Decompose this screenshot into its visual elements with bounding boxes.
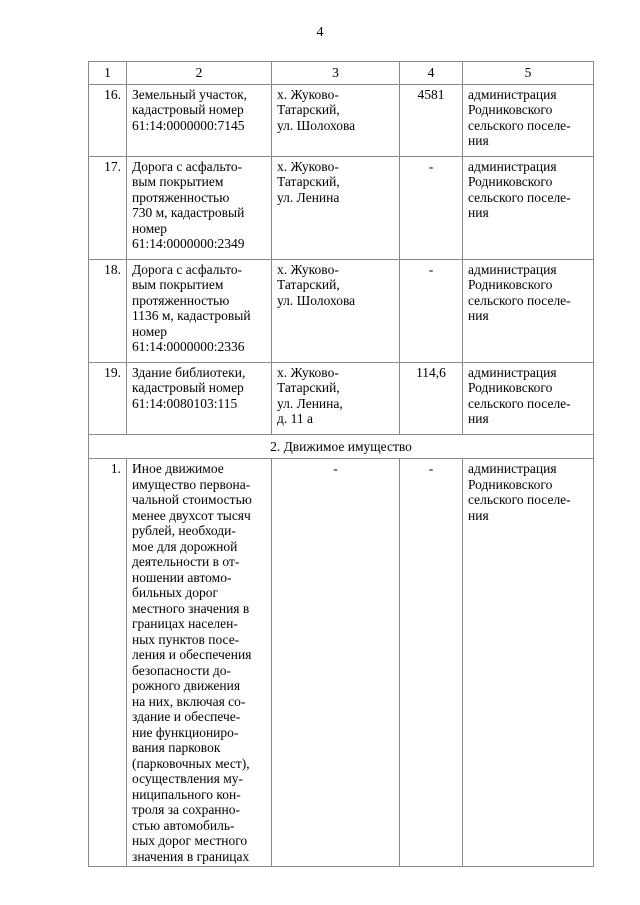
property-name: Дорога с асфальто- вым покрытием протяженностью 1136 м, кадастровый номер 61:14:0000000:2336	[127, 259, 272, 362]
property-area: -	[400, 156, 463, 259]
property-address: -	[272, 459, 400, 867]
property-address: х. Жуково- Татарский, ул. Ленина	[272, 156, 400, 259]
property-address: х. Жуково- Татарский, ул. Шолохова	[272, 259, 400, 362]
table-row	[89, 156, 594, 259]
property-area: -	[400, 259, 463, 362]
property-area: 4581	[400, 84, 463, 156]
row-number: 1.	[89, 459, 127, 867]
property-name: Здание библиотеки, кадастровый номер 61:14:0080103:115	[127, 362, 272, 434]
section-title: 2. Движимое имущество	[89, 434, 594, 459]
column-header-1: 1	[89, 62, 127, 85]
property-area: -	[400, 459, 463, 867]
column-header-5: 5	[463, 62, 594, 85]
property-name: Дорога с асфальто- вым покрытием протяженностью 730 м, кадастровый номер 61:14:0000000:2349	[127, 156, 272, 259]
property-name: Иное движимое имущество первона- чальной стоимостью менее двухсот тысяч рублей, необходи- мое для дорожной деятельности в от- ношении автомо- бильных дорог местного значения в границах населен- ных пунктов посе- ления и обеспечения безопасности до- рожного движения на них, включая со- здание и обеспече- ние функциониро- вания парковок (парковочных мест), осуществления му- ниципального кон- троля за сохранно- стью автомобиль- ных дорог местного значения в границах	[127, 459, 272, 867]
property-holder: администрация Родниковского сельского поселе- ния	[463, 84, 594, 156]
section-row	[89, 434, 594, 459]
column-header-4: 4	[400, 62, 463, 85]
property-holder: администрация Родниковского сельского поселе- ния	[463, 156, 594, 259]
property-holder: администрация Родниковского сельского поселе- ния	[463, 459, 594, 867]
property-holder: администрация Родниковского сельского поселе- ния	[463, 362, 594, 434]
property-area: 114,6	[400, 362, 463, 434]
table-row	[89, 459, 594, 867]
table-header-row	[89, 62, 594, 85]
column-header-3: 3	[272, 62, 400, 85]
property-address: х. Жуково- Татарский, ул. Ленина, д. 11 а	[272, 362, 400, 434]
table-row	[89, 259, 594, 362]
row-number: 18.	[89, 259, 127, 362]
property-table	[88, 61, 594, 867]
property-holder: администрация Родниковского сельского поселе- ния	[463, 259, 594, 362]
page-number: 4	[316, 25, 324, 40]
column-header-2: 2	[127, 62, 272, 85]
table-row	[89, 362, 594, 434]
row-number: 19.	[89, 362, 127, 434]
property-address: х. Жуково- Татарский, ул. Шолохова	[272, 84, 400, 156]
row-number: 16.	[89, 84, 127, 156]
table-row	[89, 84, 594, 156]
row-number: 17.	[89, 156, 127, 259]
property-name: Земельный участок, кадастровый номер 61:14:0000000:7145	[127, 84, 272, 156]
